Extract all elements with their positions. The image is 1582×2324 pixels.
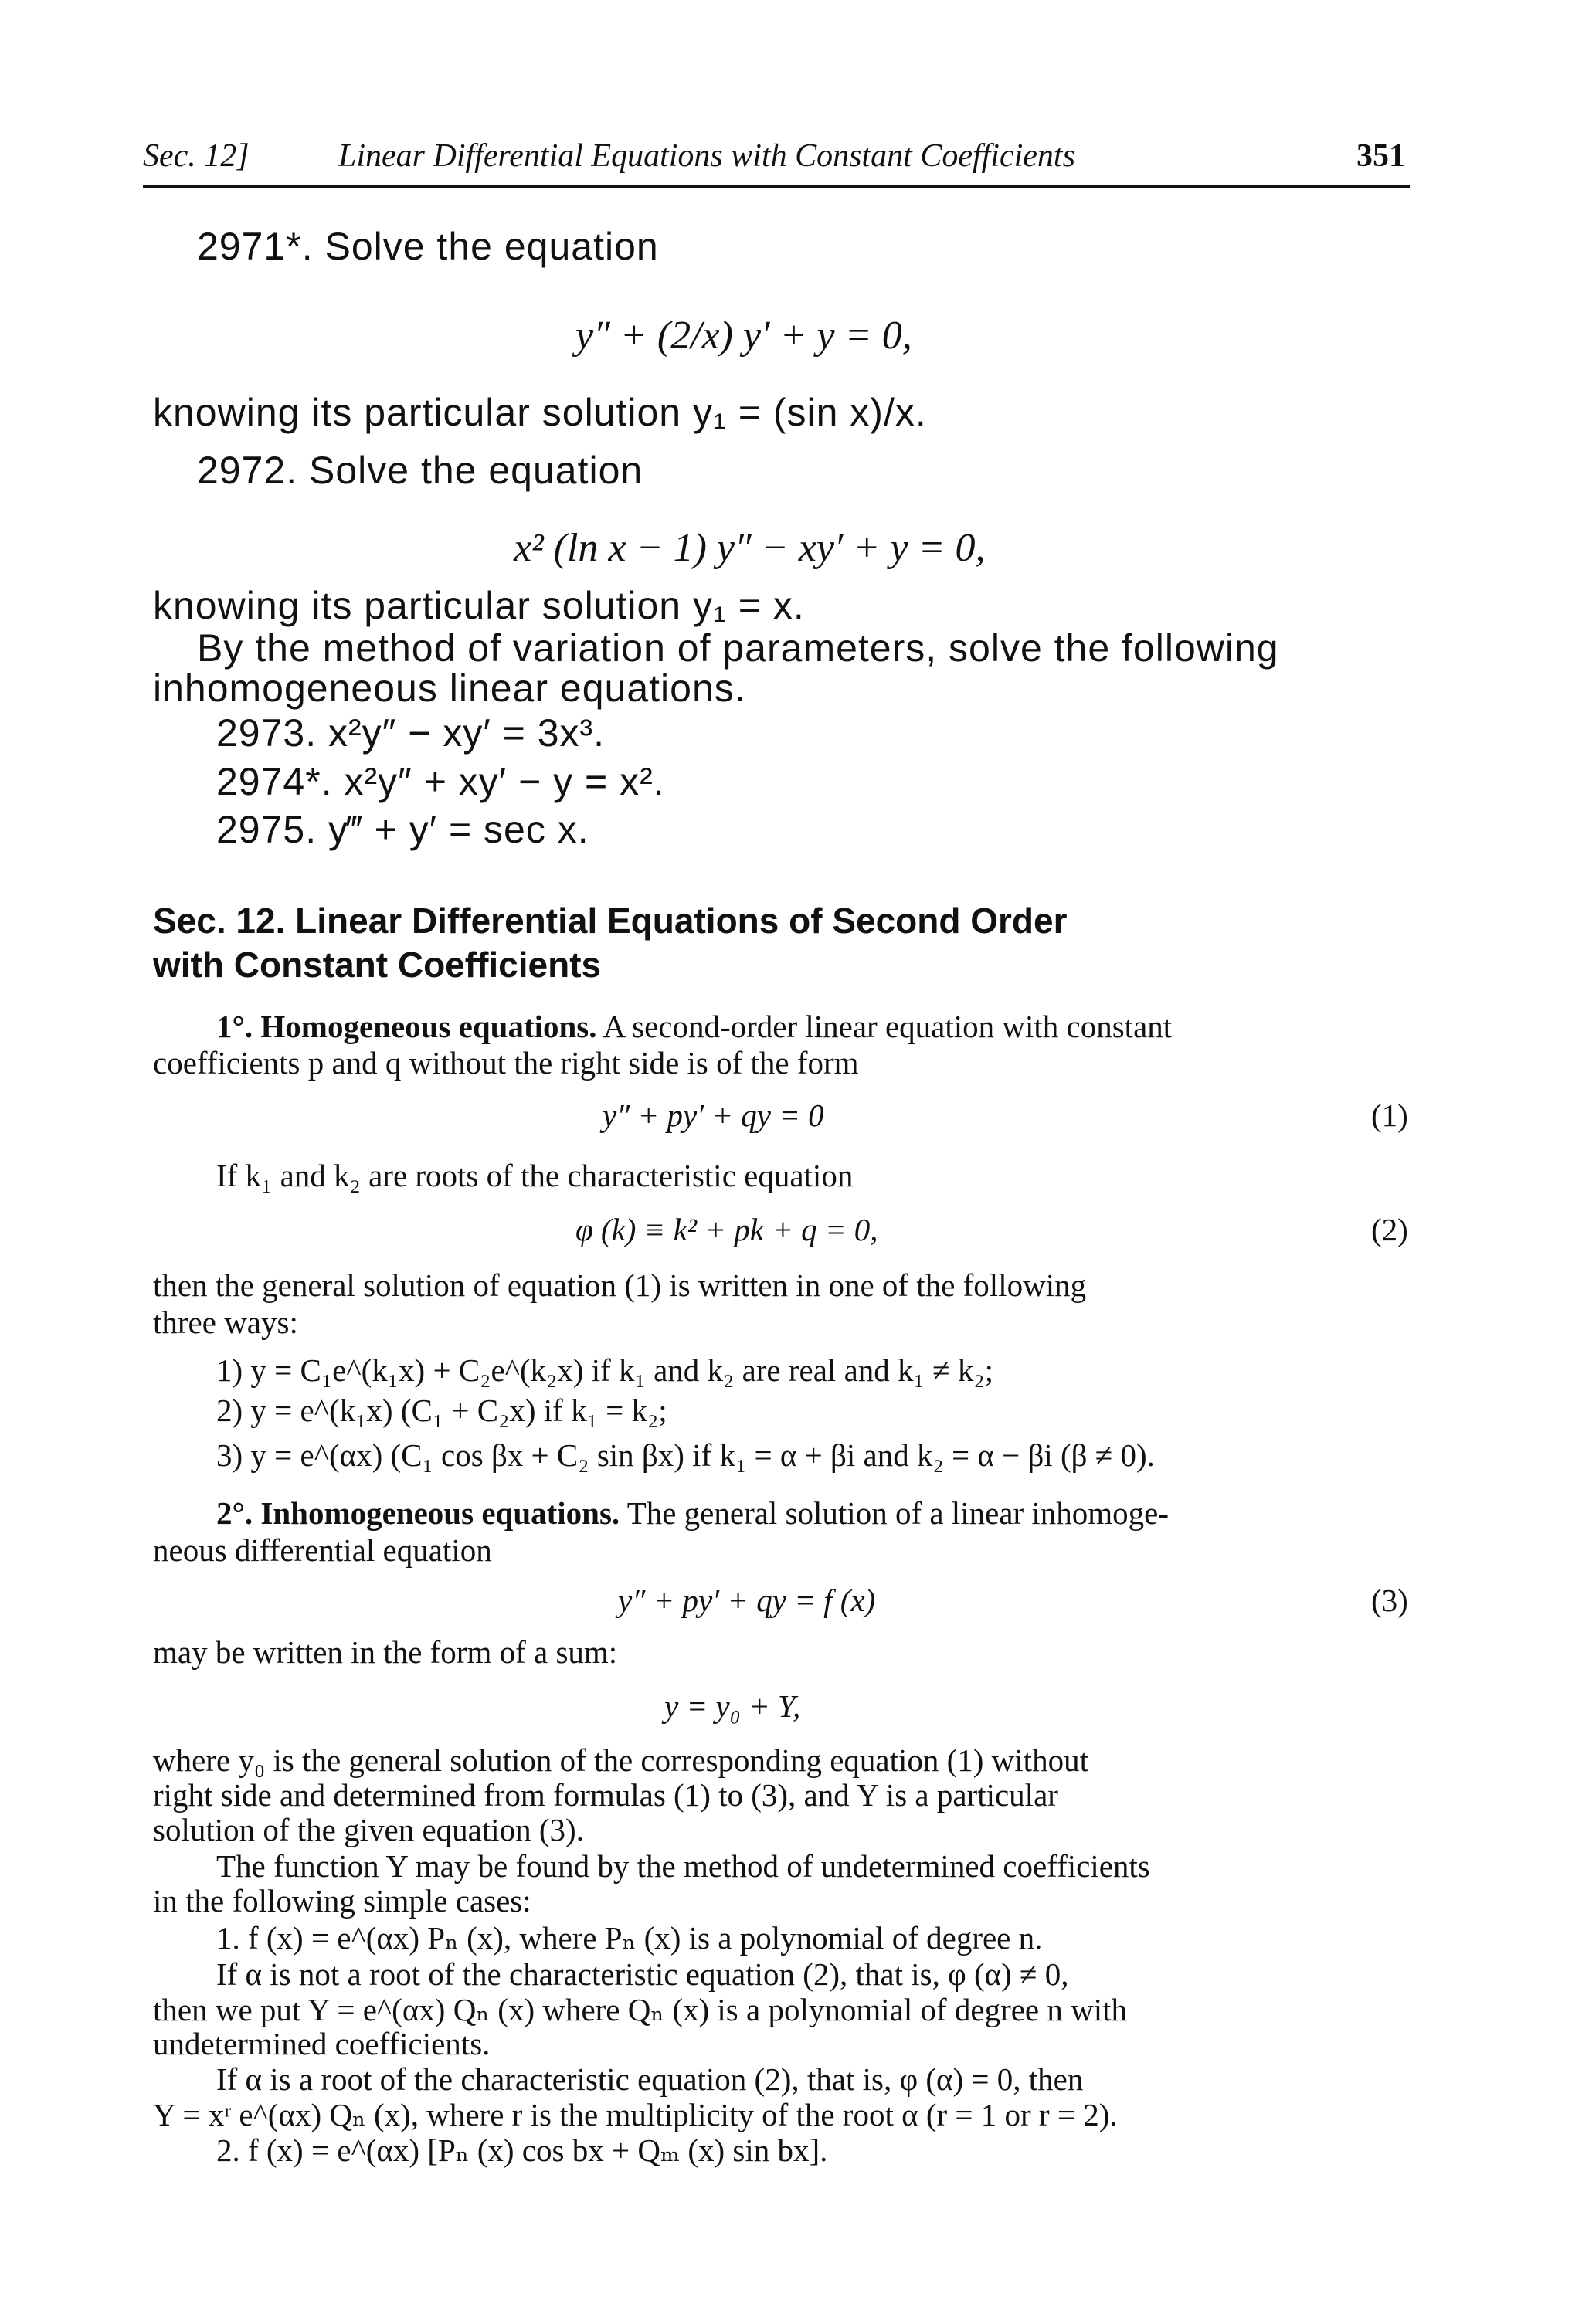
if-not-root-line-2: then we put Y = e^(αx) Qₙ (x) where Qₙ (x) is a polynomial of degree n with xyxy=(153,1992,1128,2027)
where-line-1: where y₀ is the general solution of the corresponding equation (1) without xyxy=(153,1742,1088,1778)
problem-2972-equation: x² (ln x − 1) y″ − xy′ + y = 0, xyxy=(514,526,986,570)
case-1: 1) y = C₁e^(k₁x) + C₂e^(k₂x) if k₁ and k₂ are real and k₁ ≠ k₂; xyxy=(216,1352,994,1388)
homogeneous-text-1: A second-order linear equation with constant xyxy=(603,1009,1173,1044)
problem-2971-statement: 2971*. Solve the equation xyxy=(197,225,659,268)
sum-line: may be written in the form of a sum: xyxy=(153,1634,618,1670)
header-section: Sec. 12] xyxy=(143,138,250,174)
inhomogeneous-text-1: The general solution of a linear inhomoge- xyxy=(626,1495,1170,1531)
problem-2972-statement: 2972. Solve the equation xyxy=(197,449,643,492)
homogeneous-label: 1°. Homogeneous equations. xyxy=(216,1009,597,1044)
case-2: 2) y = e^(k₁x) (C₁ + C₂x) if k₁ = k₂; xyxy=(216,1393,667,1428)
variation-intro-line-1: By the method of variation of parameters, solve the following xyxy=(197,626,1279,670)
if-root-line-2: Y = xʳ e^(αx) Qₙ (x), where r is the multiplicity of the root α (r = 1 or r = 2). xyxy=(153,2097,1118,2132)
if-not-root-line-1: If α is not a root of the characteristic equation (2), that is, φ (α) ≠ 0, xyxy=(216,1956,1069,1992)
case-f-2: 2. f (x) = e^(αx) [Pₙ (x) cos bx + Qₘ (x) sin bx]. xyxy=(216,2132,828,2168)
problem-2971-known: knowing its particular solution y₁ = (sin x)/x. xyxy=(153,391,927,434)
problem-2972-known: knowing its particular solution y₁ = x. xyxy=(153,584,805,627)
variation-intro-line-2: inhomogeneous linear equations. xyxy=(153,667,746,710)
equation-3-number: (3) xyxy=(1371,1583,1408,1618)
inhomogeneous-label: 2°. Inhomogeneous equations. xyxy=(216,1495,620,1531)
running-header xyxy=(143,137,1410,188)
case-f-1: 1. f (x) = e^(αx) Pₙ (x), where Pₙ (x) is a polynomial of degree n. xyxy=(216,1920,1043,1956)
equation-1: y″ + py′ + qy = 0 xyxy=(603,1098,824,1133)
equation-2: φ (k) ≡ k² + pk + q = 0, xyxy=(575,1212,878,1247)
problem-2971-equation: y″ + (2/x) y′ + y = 0, xyxy=(575,314,912,358)
section-title-line-2: with Constant Coefficients xyxy=(153,945,602,985)
homogeneous-text-2: coefficients p and q without the right side is of the form xyxy=(153,1045,859,1081)
equation-2-number: (2) xyxy=(1371,1212,1408,1247)
where-line-3: solution of the given equation (3). xyxy=(153,1812,584,1847)
general-solution-line-1: then the general solution of equation (1) is written in one of the following xyxy=(153,1267,1087,1303)
section-title-line-1: Sec. 12. Linear Differential Equations of Second Order xyxy=(153,901,1068,941)
function-line-2: in the following simple cases: xyxy=(153,1883,531,1919)
inhomogeneous-paragraph-line-1 xyxy=(216,1494,1169,1532)
equation-sum: y = y₀ + Y, xyxy=(664,1688,801,1724)
problem-2973: 2973. x²y″ − xy′ = 3x³. xyxy=(216,711,606,755)
problem-2974: 2974*. x²y″ + xy′ − y = x². xyxy=(216,760,665,803)
general-solution-line-2: three ways: xyxy=(153,1304,298,1340)
case-3: 3) y = e^(αx) (C₁ cos βx + C₂ sin βx) if k₁ = α + βi and k₂ = α − βi (β ≠ 0). xyxy=(216,1437,1155,1473)
function-line-1: The function Y may be found by the method of undetermined coefficients xyxy=(216,1848,1150,1884)
homogeneous-paragraph-line-1 xyxy=(216,1008,1172,1045)
equation-3: y″ + py′ + qy = f (x) xyxy=(618,1583,876,1618)
header-title: Linear Differential Equations with Constant Coefficients xyxy=(338,138,1075,174)
problem-2975: 2975. y‴ + y′ = sec x. xyxy=(216,808,589,851)
page-number: 351 xyxy=(1356,138,1405,174)
roots-line: If k₁ and k₂ are roots of the characteristic equation xyxy=(216,1158,854,1193)
equation-1-number: (1) xyxy=(1371,1098,1408,1133)
if-root-line-1: If α is a root of the characteristic equation (2), that is, φ (α) = 0, then xyxy=(216,2061,1084,2097)
if-not-root-line-3: undetermined coefficients. xyxy=(153,2026,491,2061)
where-line-2: right side and determined from formulas (1) to (3), and Y is a particular xyxy=(153,1777,1058,1813)
inhomogeneous-text-2: neous differential equation xyxy=(153,1532,492,1568)
